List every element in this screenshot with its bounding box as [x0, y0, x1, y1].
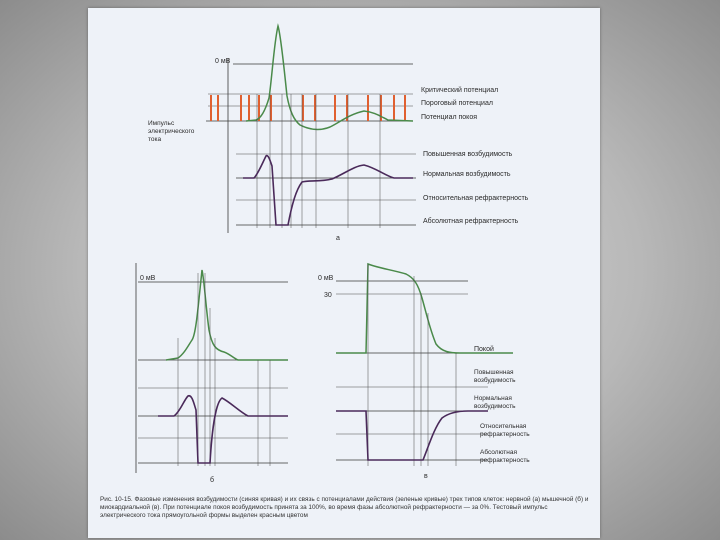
critical-potential-label: Критический потенциал [421, 87, 499, 94]
panel-c-excitability-curve [336, 411, 488, 460]
rest-potential-label: Потенциал покоя [421, 114, 478, 121]
normal-excitability-label: Нормальная возбудимость [423, 171, 511, 178]
panel-c-increased-label: Повышенная возбудимость [474, 369, 516, 384]
threshold-potential-label: Пороговый потенциал [421, 100, 493, 107]
panel-c-level-label: 30 [324, 292, 332, 299]
panel-a-voltage-label: 0 мВ [215, 58, 231, 65]
panel-c-relative-label: Относительная рефрактерность [480, 423, 530, 438]
panel-a-labels [148, 86, 529, 242]
panel-a [206, 26, 416, 228]
figure-caption: Рис. 10-15. Фазовые изменения возбудимости (синяя кривая) и их связь с потенциалами действия (зеленые кривые) трех типов клеток: нервной (а) мышечной (б) и миокардиальной (в). При потенциале покоя возбудимость принята за 100%, во время фазы абсолютной рефрактерности — за 0%. Тестовый импульс электрического тока прямоугольной формы выделен красным цветом [100, 496, 589, 519]
panel-c [318, 264, 530, 480]
increased-excitability-label: Повышенная возбудимость [423, 151, 513, 158]
panel-a-excitability-curve [243, 156, 413, 225]
panel-c-action-potential [336, 264, 513, 353]
impulse-marks [210, 95, 406, 121]
panel-b-voltage-label: 0 мВ [140, 275, 156, 282]
impulse-label: Импульс электрического тока [148, 120, 195, 143]
panel-c-rest-label: Покой [474, 346, 494, 353]
absolute-refractory-label: Абсолютная рефрактерность [423, 218, 519, 225]
textbook-page [88, 8, 600, 538]
figure-excitability-phases [88, 8, 600, 538]
panel-b [138, 270, 288, 484]
panel-b-letter: б [210, 477, 215, 484]
panel-c-voltage-label: 0 мВ [318, 275, 334, 282]
panel-c-normal-label: Нормальная возбудимость [474, 395, 516, 410]
panel-c-guides [368, 264, 456, 466]
panel-c-absolute-label: Абсолютная рефрактерность [480, 449, 530, 464]
panel-a-letter: а [336, 235, 340, 242]
panel-c-letter: в [424, 473, 428, 480]
panel-b-guides [178, 273, 270, 466]
panel-b-excitability-curve [158, 396, 288, 463]
relative-refractory-label: Относительная рефрактерность [423, 195, 529, 202]
panel-b-action-potential [166, 270, 288, 360]
